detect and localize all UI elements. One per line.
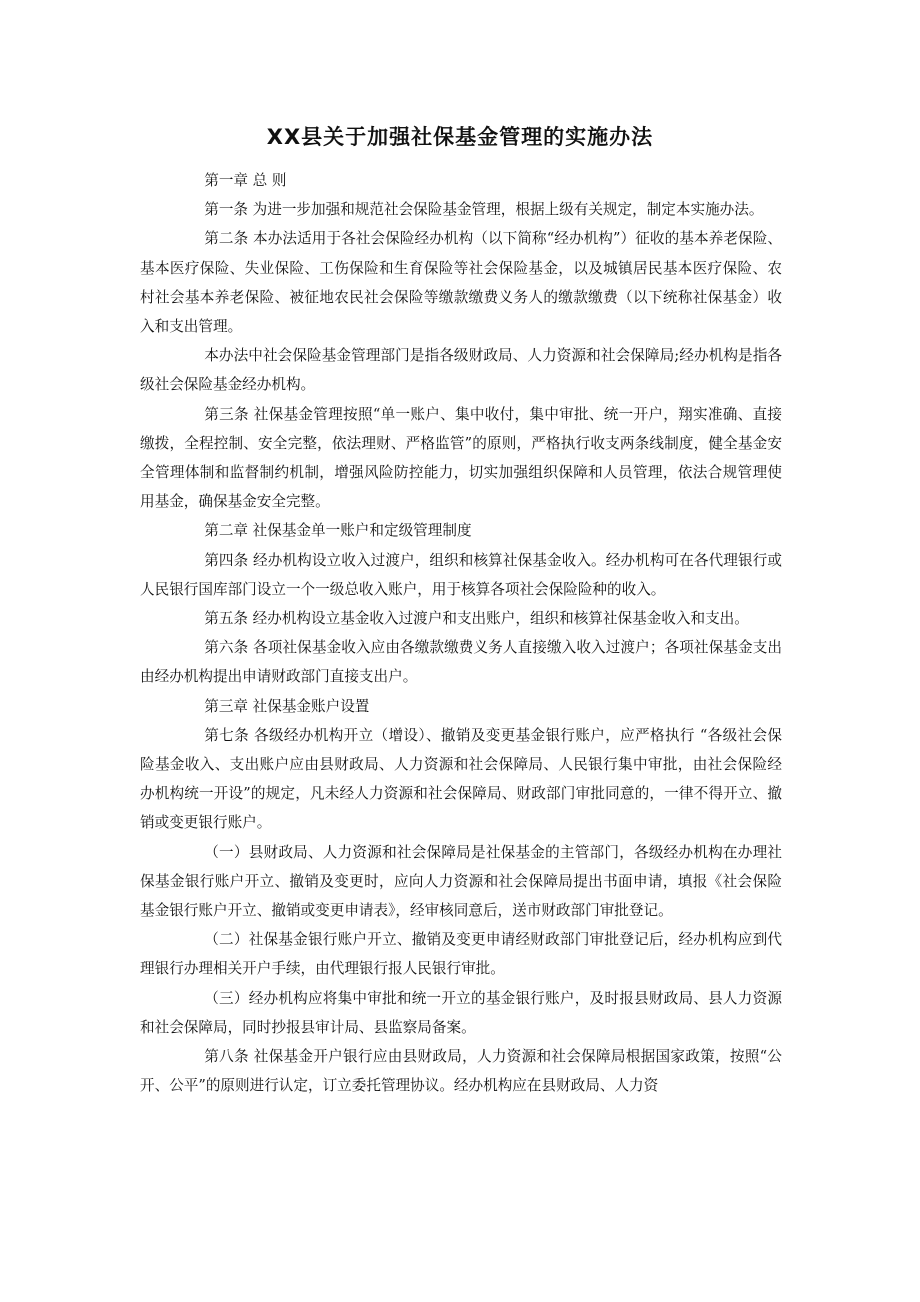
article-paragraph: 第四条 经办机构设立收入过渡户，组织和核算社保基金收入。经办机构可在各代理银行或人民银行国库部门设立一个一级总收入账户，用于核算各项社会保险险种的收入。: [140, 551, 782, 598]
article-paragraph: 第五条 经办机构设立基金收入过渡户和支出账户，组织和核算社保基金收入和支出。: [204, 610, 749, 628]
article-paragraph: （三）经办机构应将集中审批和统一开立的基金银行账户，及时报县财政局、县人力资源和社会保障局，同时抄报县审计局、县监察局备案。: [140, 989, 782, 1036]
article-paragraph: 第一条 为进一步加强和规范社会保险基金管理，根据上级有关规定，制定本实施办法。: [204, 201, 764, 219]
article-paragraph: 第二条 本办法适用于各社会保险经办机构（以下简称“经办机构”）征收的基本养老保险、基本医疗保险、失业保险、工伤保险和生育保险等社会保险基金，以及城镇居民基本医疗保险、农村社会基本养老保险、被征地农民社会保险等缴款缴费义务人的缴款缴费（以下统称社保基金）收入和支出管理。: [140, 230, 782, 336]
article-paragraph: 第八条 社保基金开户银行应由县财政局，人力资源和社会保障局根据国家政策，按照“公开、公平”的原则进行认定，订立委托管理协议。经办机构应在县财政局、人力资: [140, 1048, 782, 1095]
chapter-heading: 第二章 社保基金单一账户和定级管理制度: [204, 522, 472, 540]
article-paragraph: （一）县财政局、人力资源和社会保障局是社保基金的主管部门，各级经办机构在办理社保基金银行账户开立、撤销及变更时，应向人力资源和社会保障局提出书面申请，填报《社会保险基金银行账户开立、撤销或变更申请表》，经审核同意后，送市财政部门审批登记。: [140, 843, 782, 920]
document-body: [140, 166, 782, 1101]
document-title: XX县关于加强社保基金管理的实施办法: [266, 125, 654, 149]
chapter-heading: 第三章 社保基金账户设置: [204, 697, 370, 715]
article-paragraph: 第六条 各项社保基金收入应由各缴款缴费义务人直接缴入收入过渡户；各项社保基金支出由经办机构提出申请财政部门直接支出户。: [140, 639, 782, 686]
article-paragraph: 本办法中社会保险基金管理部门是指各级财政局、人力资源和社会保障局;经办机构是指各级社会保险基金经办机构。: [140, 347, 782, 394]
chapter-heading: 第一章 总 则: [204, 172, 287, 189]
article-paragraph: 第三条 社保基金管理按照“单一账户、集中收付，集中审批、统一开户，翔实准确、直接缴拨，全程控制、安全完整，依法理财、严格监管”的原则，严格执行收支两条线制度，健全基金安全管理体制和监督制约机制，增强风险防控能力，切实加强组织保障和人员管理，依法合规管理使用基金，确保基金安全完整。: [140, 405, 782, 511]
article-paragraph: 第七条 各级经办机构开立（增设）、撤销及变更基金银行账户，应严格执行 “各级社会保险基金收入、支出账户应由县财政局、人力资源和社会保障局、人民银行集中审批，由社会保险经办机构统一开设”的规定，凡未经人力资源和社会保障局、财政部门审批同意的，一律不得开立、撤销或变更银行账户。: [140, 726, 782, 832]
article-paragraph: （二）社保基金银行账户开立、撤销及变更申请经财政部门审批登记后，经办机构应到代理银行办理相关开户手续，由代理银行报人民银行审批。: [140, 931, 782, 978]
